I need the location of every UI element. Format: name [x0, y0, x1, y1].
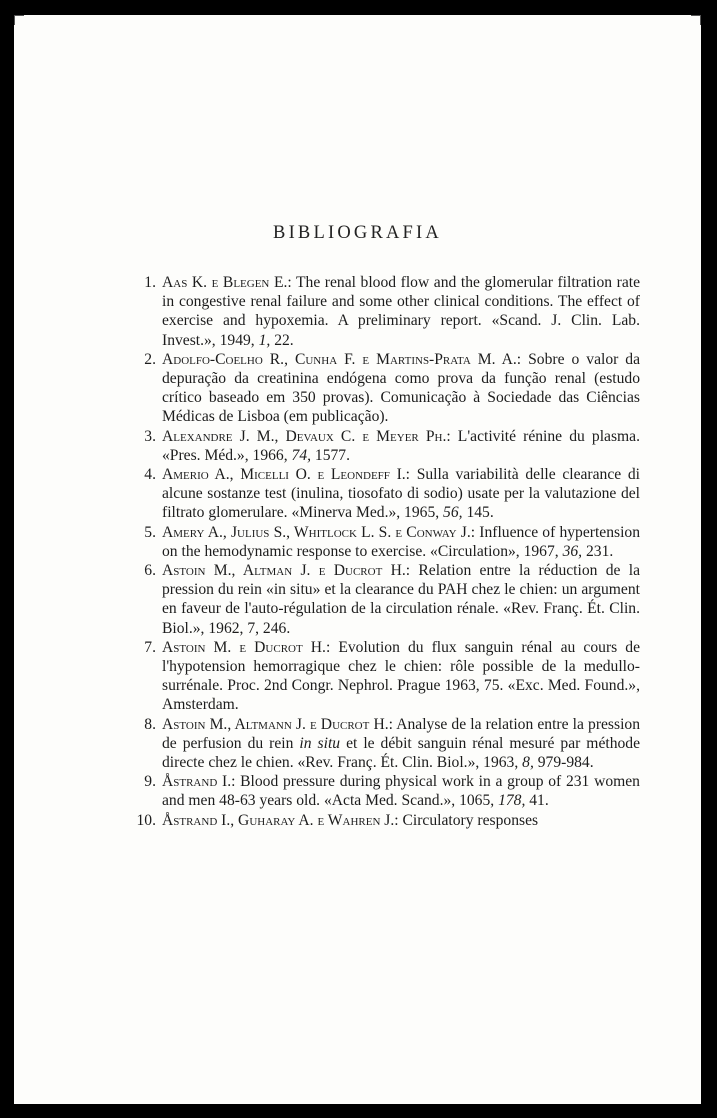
entry-text: Blood pressure during physical work in a group of 231 women and men 48-63 years old. «Acta Med. Scand.», 1065,: [162, 773, 640, 810]
crop-mark: [700, 15, 701, 25]
entry-number: 4.: [144, 466, 156, 484]
entry-authors: Amerio A., Micelli O. e Leondeff I.:: [162, 466, 411, 484]
entry-volume: 36,: [562, 542, 583, 560]
entry-volume: 56,: [443, 504, 463, 522]
entry-authors: Adolfo-Coelho R., Cunha F. e Martins-Prata M. A.:: [162, 350, 522, 368]
bibliography-entry: [144, 715, 641, 773]
entry-tail: 231.: [582, 542, 614, 560]
entry-text: Sobre o valor da depuração da creatinina endógena como prova da função renal (estudo crítico baseado em 350 provas). Comunicação à Sociedade das Ciências Médicas de Lisboa (em publicação).: [162, 350, 641, 426]
entry-authors: Aas K. e Blegen E.:: [162, 274, 292, 291]
entry-text: Evolution du flux sanguin rénal au cours de l'hypotension hemorragique chez le chien: rôle possible de la medullo-surrénale. Proc. 2nd Congr. Nephrol. Prague 1963, 75. «Exc. Med. Found.», Amsterdam.: [162, 638, 641, 714]
bibliography-list: [136, 273, 641, 830]
entry-text: et le débit sanguin rénal mesuré par méthode directe chez le chien. «Rev. Franç. Ét. Clin. Biol.», 1963,: [162, 734, 641, 772]
bibliography-entry: [144, 350, 641, 427]
entry-number: 2.: [144, 350, 156, 368]
bibliography-entry: [144, 561, 640, 638]
bibliography-entry: [144, 465, 640, 523]
entry-tail: 1577.: [311, 446, 350, 464]
entry-tail: 979-984.: [533, 754, 594, 772]
bibliography-entry: [144, 638, 641, 715]
entry-text: Analyse de la relation entre la pression de perfusion du rein: [162, 715, 640, 752]
bibliography-entry: [144, 772, 640, 810]
entry-tail: 41.: [525, 792, 549, 810]
entry-tail: 22.: [270, 331, 294, 349]
entry-number: 8.: [144, 715, 156, 733]
entry-italic-phrase: in situ: [299, 734, 341, 752]
entry-number: 10.: [136, 811, 156, 829]
entry-number: 9.: [144, 773, 156, 791]
entry-volume: 8,: [522, 754, 534, 772]
entry-authors: Astoin M., Altmann J. e Ducrot H.:: [162, 715, 393, 733]
entry-authors: Astoin M., Altman J. e Ducrot H.:: [162, 562, 411, 580]
entry-authors: Åstrand I., Guharay A. e Wahren J.:: [162, 811, 399, 829]
document-page: [14, 15, 701, 1104]
entry-text: The renal blood flow and the glomerular filtration rate in congestive renal failure and some other clinical conditions. The effect of exercise and hypoxemia. A preliminary report. «Scand. J. Clin. Lab. Invest.», 1949,: [162, 274, 640, 349]
crop-mark: [691, 15, 701, 16]
entry-number: 3.: [144, 427, 156, 445]
entry-text: L'activité rénine du plasma. «Pres. Méd.», 1966,: [162, 427, 640, 464]
entry-text: Influence of hypertension on the hemodynamic response to exercise. «Circulation», 1967,: [162, 523, 640, 560]
entry-volume: 74,: [291, 446, 312, 464]
bibliography-entry: [144, 273, 640, 350]
entry-authors: Alexandre J. M., Devaux C. e Meyer Ph.:: [162, 427, 451, 445]
crop-mark: [14, 15, 15, 25]
entry-text: Circulatory responses: [398, 811, 539, 829]
bibliography-entry: [144, 427, 640, 465]
entry-number: 1.: [144, 274, 156, 291]
entry-volume: 1,: [258, 331, 271, 349]
bibliography-entry: [136, 811, 640, 830]
entry-authors: Astoin M. e Ducrot H.:: [162, 638, 331, 656]
entry-text: Relation entre la réduction de la pression du rein «in situ» et la clearance du PAH chez le chien: un argument en faveur de l'auto-régulation de la circulation rénale. «Rev. Franç. Ét. Clin. Biol.», 1962, 7, 246.: [162, 562, 640, 637]
entry-text: Sulla variabilità delle clearance di alcune sostanze test (inulina, tiosofato di sodio) usate per la valutazione del filtrato glomerulare. «Minerva Med.», 1965,: [162, 466, 640, 522]
entry-volume: 178,: [498, 792, 526, 810]
entry-number: 7.: [144, 638, 156, 656]
crop-mark: [14, 15, 24, 16]
bibliography-entry: [144, 523, 640, 561]
entry-number: 5.: [144, 523, 156, 541]
entry-authors: Amery A., Julius S., Whitlock L. S. e Conway J.:: [162, 523, 476, 541]
entry-authors: Åstrand I.:: [162, 773, 236, 791]
entry-tail: 145.: [462, 504, 494, 522]
entry-number: 6.: [144, 562, 156, 580]
page-title: BIBLIOGRAFIA: [273, 223, 442, 243]
